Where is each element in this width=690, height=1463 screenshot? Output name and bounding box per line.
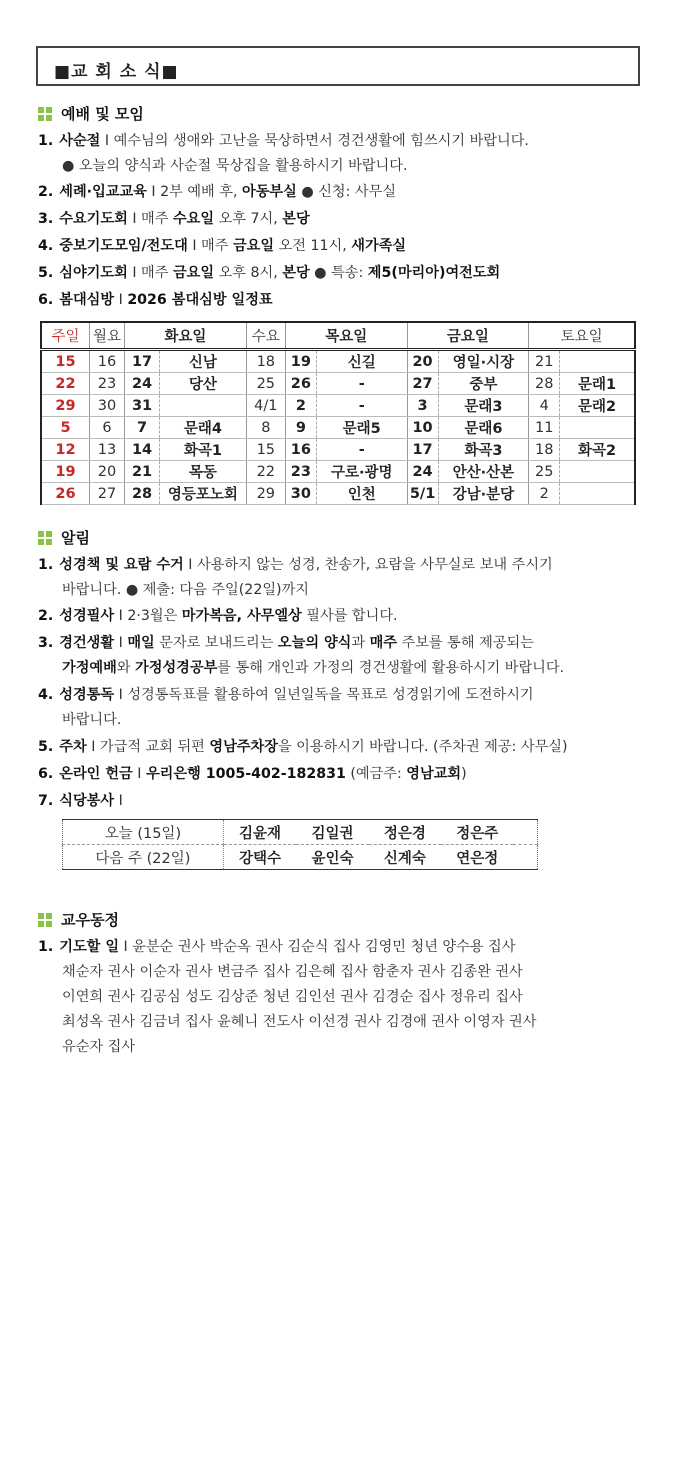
header-monday: 월요 xyxy=(89,322,124,350)
worship-item-6: 6. 봄대심방 I 2026 봄대심방 일정표 xyxy=(38,292,273,308)
section-heading-notice: 알림 xyxy=(38,527,90,548)
table-row: 5 6 7 문래4 8 9 문래5 10 문래6 11 xyxy=(41,417,635,439)
green-squares-icon xyxy=(38,107,52,121)
notice-item-3: 3. 경건생활 I 매일 문자로 보내드리는 오늘의 양식과 매주 주보를 통해 제공되는 xyxy=(38,635,534,651)
header-saturday: 토요일 xyxy=(529,322,635,350)
worship-item-1-cont: ● 오늘의 양식과 사순절 묵상집을 활용하시기 바랍니다. xyxy=(62,158,408,174)
worship-item-3: 3. 수요기도회 I 매주 수요일 오후 7시, 본당 xyxy=(38,211,310,227)
green-squares-icon xyxy=(38,913,52,927)
notice-item-6: 6. 온라인 헌금 I 우리은행 1005-402-182831 (예금주: 영남교회) xyxy=(38,766,467,782)
header-sunday: 주일 xyxy=(41,322,89,350)
header-friday: 금요일 xyxy=(407,322,529,350)
table-row: 19 20 21 목동 22 23 구로·광명 24 안산·산본 25 xyxy=(41,461,635,483)
notice-item-4: 4. 성경통독 I 성경통독표를 활용하여 일년일독을 목표로 성경읽기에 도전하시기 xyxy=(38,687,534,703)
table-row: 12 13 14 화곡1 15 16 - 17 화곡3 18 화곡2 xyxy=(41,439,635,461)
worship-item-4: 4. 중보기도모임/전도대 I 매주 금요일 오전 11시, 새가족실 xyxy=(38,238,407,254)
section-heading-worship: 예배 및 모임 xyxy=(38,103,144,124)
prayer-line-2: 채순자 권사 이순자 권사 변금주 집사 김은혜 집사 함춘자 권사 김종완 권사 xyxy=(62,964,523,980)
section-heading-members: 교우동정 xyxy=(38,909,119,930)
table-row: 15 16 17 신남 18 19 신길 20 영일·시장 21 xyxy=(41,350,635,373)
table-row: 29 30 31 4/1 2 - 3 문래3 4 문래2 xyxy=(41,395,635,417)
visitation-schedule-table xyxy=(40,321,636,505)
prayer-line-3: 이연희 권사 김공심 성도 김상준 청년 김인선 권사 김경순 집사 정유리 집사 xyxy=(62,989,523,1005)
schedule-header-row xyxy=(41,322,635,350)
meal-service-table xyxy=(62,819,538,870)
notice-item-4-cont: 바랍니다. xyxy=(62,712,122,728)
table-row: 다음 주 (22일) 강택수 윤인숙 신계숙 연은정 xyxy=(63,845,538,870)
worship-item-5: 5. 심야기도회 I 매주 금요일 오후 8시, 본당 ● 특송: 제5(마리아)여전도회 xyxy=(38,265,501,281)
notice-item-1-cont: 바랍니다. ● 제출: 다음 주일(22일)까지 xyxy=(62,582,309,598)
header-tuesday: 화요일 xyxy=(125,322,247,350)
worship-item-1: 1. 사순절 I 예수님의 생애와 고난을 묵상하면서 경건생활에 힘쓰시기 바랍니다. xyxy=(38,133,529,149)
prayer-line-4: 최성옥 권사 김금녀 집사 윤혜니 전도사 이선경 권사 김경애 권사 이영자 권사 xyxy=(62,1014,537,1030)
green-squares-icon xyxy=(38,531,52,545)
notice-item-7: 7. 식당봉사 I xyxy=(38,793,123,809)
table-row: 26 27 28 영등포노회 29 30 인천 5/1 강남·분당 2 xyxy=(41,483,635,505)
worship-item-2: 2. 세례·입교교육 I 2부 예배 후, 아동부실 ● 신청: 사무실 xyxy=(38,184,397,200)
table-row: 22 23 24 당산 25 26 - 27 중부 28 문래1 xyxy=(41,373,635,395)
page-title-box xyxy=(36,46,640,86)
header-wednesday: 수요 xyxy=(246,322,285,350)
notice-item-1: 1. 성경책 및 요람 수거 I 사용하지 않는 성경, 찬송가, 요람을 사무실로 보내 주시기 xyxy=(38,557,553,573)
prayer-line-5: 유순자 집사 xyxy=(62,1039,136,1055)
notice-item-5: 5. 주차 I 가급적 교회 뒤편 영남주차장을 이용하시기 바랍니다. (주차권 제공: 사무실) xyxy=(38,739,568,755)
table-row: 오늘 (15일) 김윤재 김일권 정은경 정은주 xyxy=(63,820,538,845)
header-thursday: 목요일 xyxy=(285,322,407,350)
notice-item-2: 2. 성경필사 I 2·3월은 마가복음, 사무엘상 필사를 합니다. xyxy=(38,608,398,624)
page-title: ■교 회 소 식■ xyxy=(54,62,179,82)
notice-item-3-cont: 가정예배와 가정성경공부를 통해 개인과 가정의 경건생활에 활용하시기 바랍니다. xyxy=(62,660,565,676)
prayer-item: 1. 기도할 일 I 윤분순 권사 박순옥 권사 김순식 집사 김영민 청년 양수용 집사 xyxy=(38,939,516,955)
